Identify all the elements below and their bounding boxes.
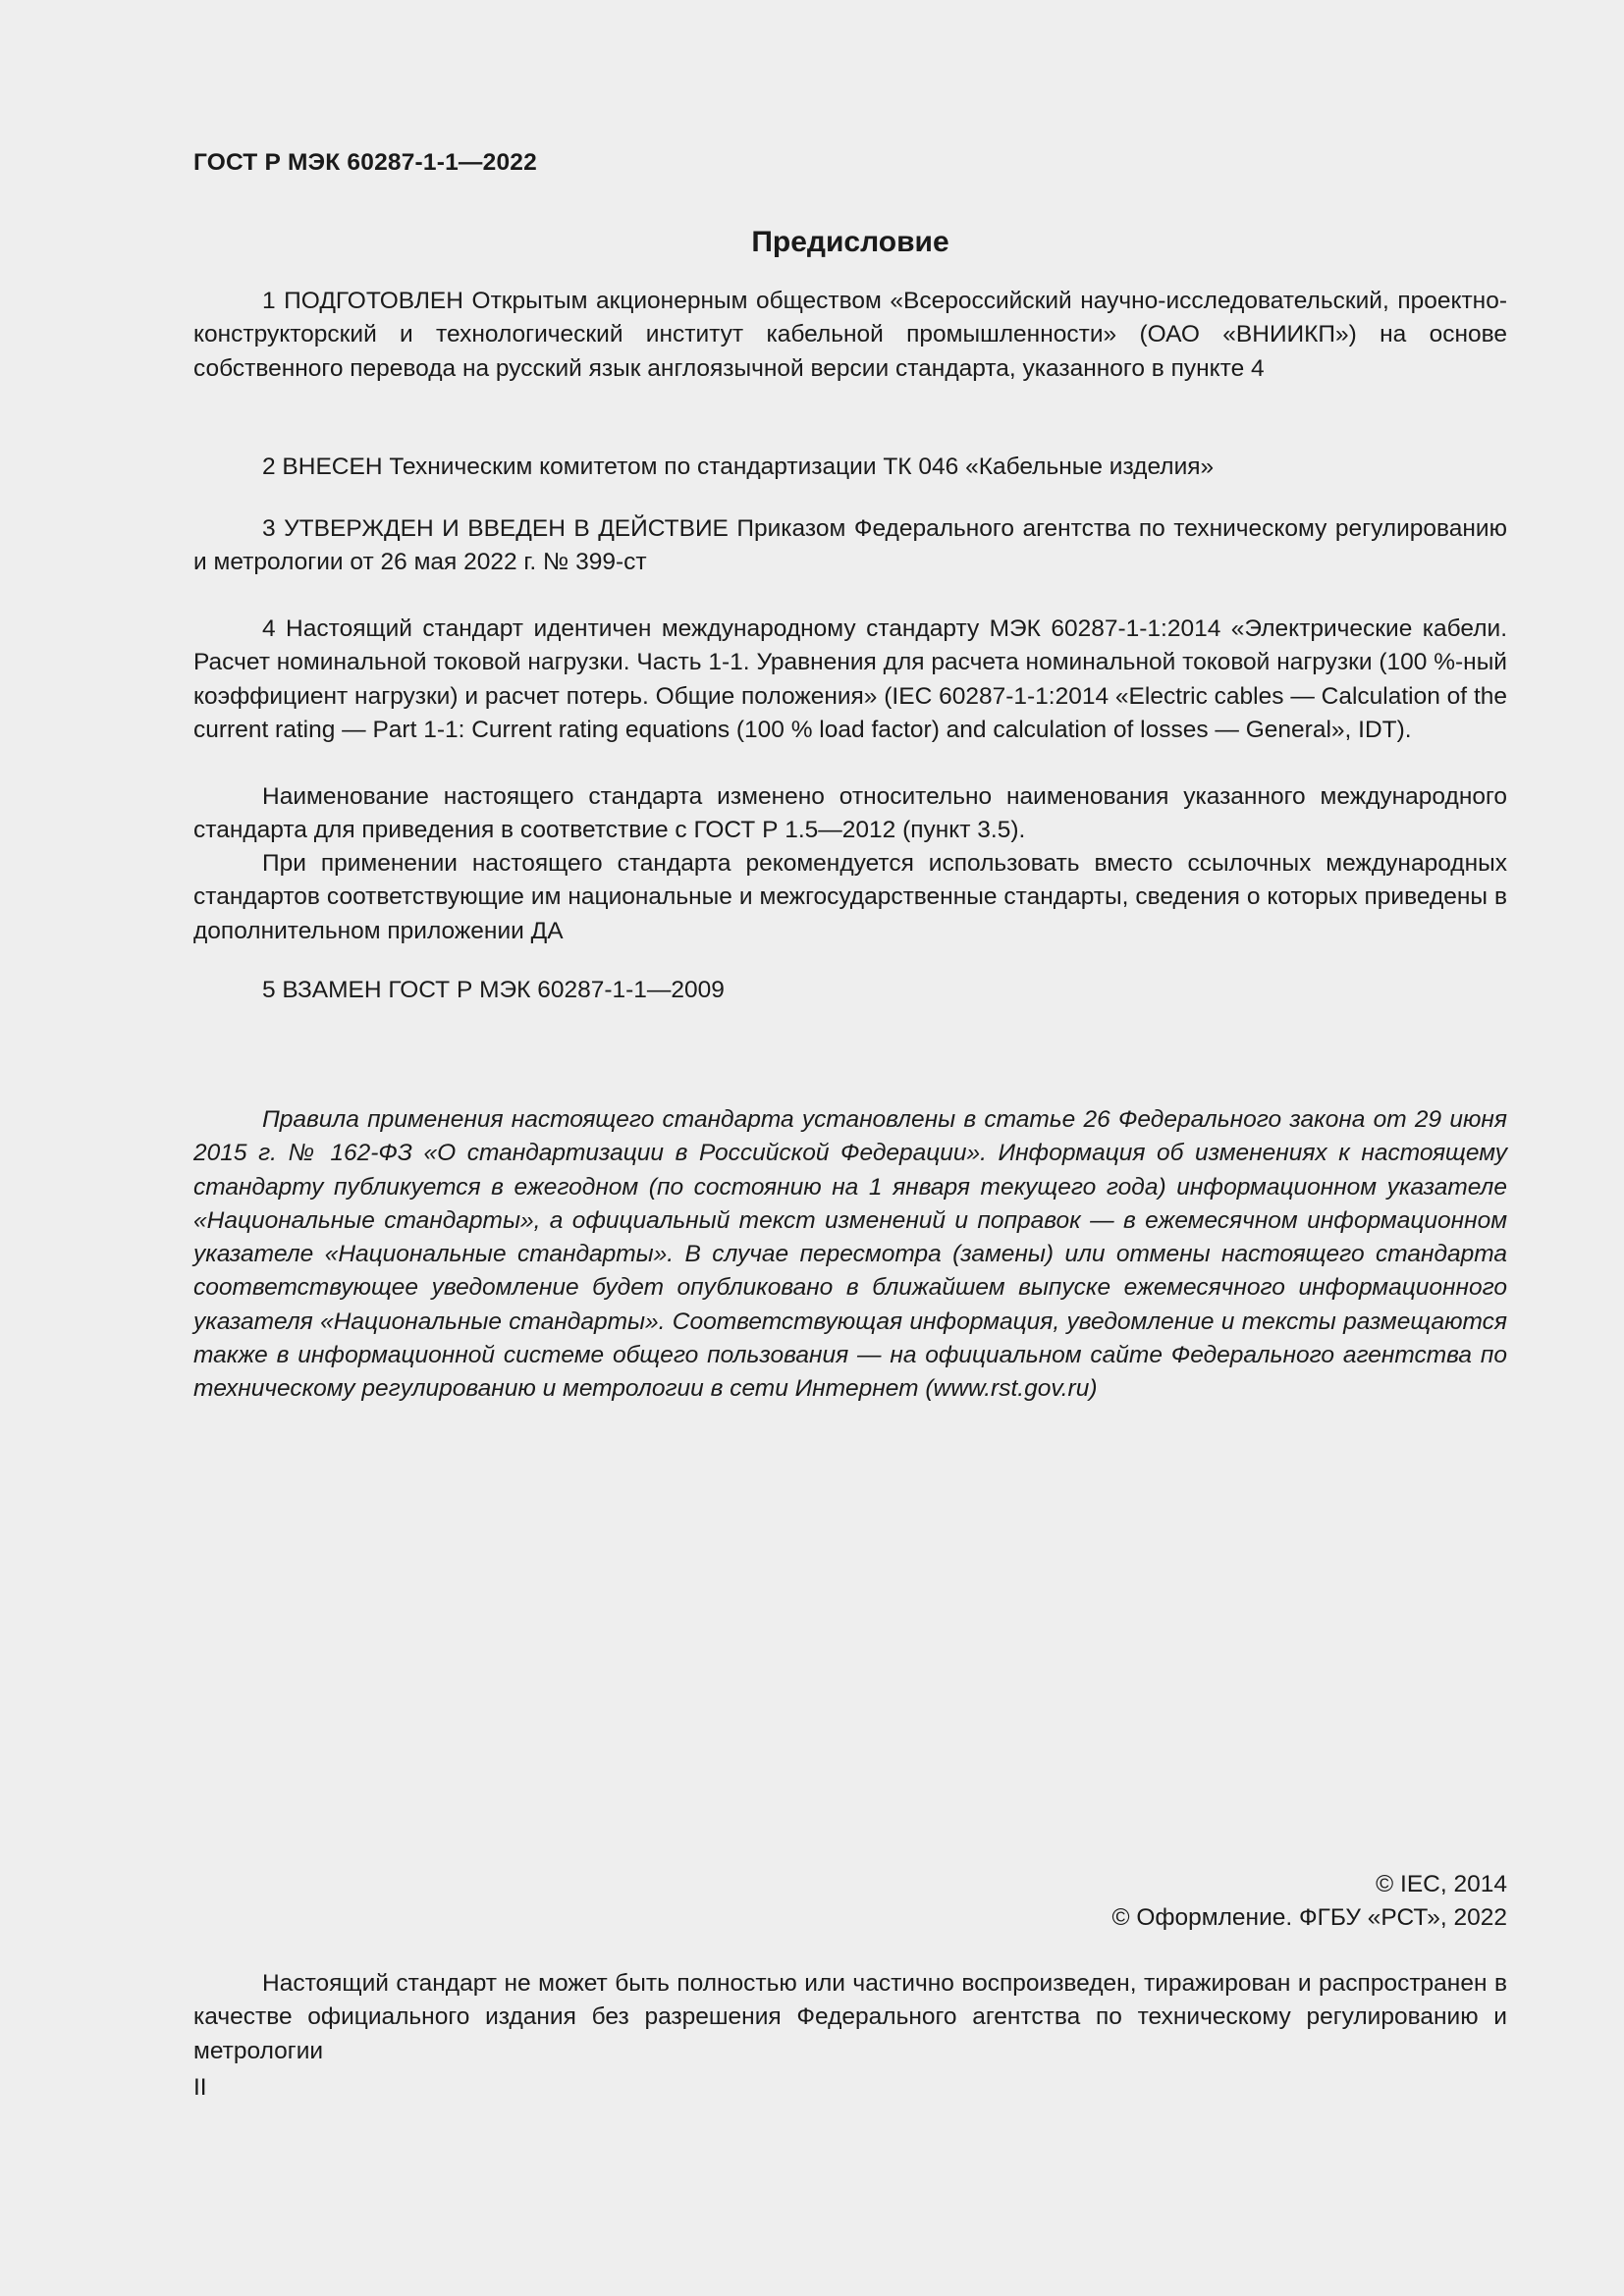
document-page (193, 0, 1507, 2296)
foreword-item-5: 5 ВЗАМЕН ГОСТ Р МЭК 60287-1-1—2009 (262, 977, 725, 1003)
copyright-rst: © Оформление. ФГБУ «РСТ», 2022 (1111, 1904, 1507, 1931)
page-title: Предисловие (751, 226, 949, 258)
foreword-item-1: 1 ПОДГОТОВЛЕН Открытым акционерным обществом «Всероссийский научно-исследовательский, проектно-конструкторский и технологический институт кабельной промышленности» (ОАО «ВНИИКП») на основе собственного перевода на русский язык англоязычной версии стандарта, указанного в пункте 4 (193, 288, 1507, 382)
foreword-item-2: 2 ВНЕСЕН Техническим комитетом по стандартизации ТК 046 «Кабельные изделия» (262, 454, 1215, 480)
foreword-item-4-references-note: При применении настоящего стандарта рекомендуется использовать вместо ссылочных международных стандартов соответствующие им национальные и межгосударственные стандарты, сведения о которых приведены в дополнительном приложении ДА (193, 850, 1507, 944)
foreword-item-4-name-note: Наименование настоящего стандарта изменено относительно наименования указанного международного стандарта для приведения в соответствие с ГОСТ Р 1.5—2012 (пункт 3.5). (193, 783, 1507, 844)
standard-code-header: ГОСТ Р МЭК 60287-1-1—2022 (193, 149, 537, 176)
foreword-item-4: 4 Настоящий стандарт идентичен международному стандарту МЭК 60287-1-1:2014 «Электрические кабели. Расчет номинальной токовой нагрузки. Часть 1-1. Уравнения для расчета номинальной токовой нагрузки (100 %-ный коэффициент нагрузки) и расчет потерь. Общие положения» (IEC 60287-1-1:2014 «Electric cables — Calculation of the current rating — Part 1-1: Current rating equations (100 % load factor) and calculation of losses — General», IDT). (193, 615, 1507, 743)
foreword-item-3: 3 УТВЕРЖДЕН И ВВЕДЕН В ДЕЙСТВИЕ Приказом Федерального агентства по техническому регулированию и метрологии от 26 мая 2022 г. № 399-ст (193, 515, 1507, 576)
page-number: II (193, 2074, 207, 2101)
rules-of-application-notice: Правила применения настоящего стандарта установлены в статье 26 Федерального закона от 29 июня 2015 г. № 162-ФЗ «О стандартизации в Российской Федерации». Информация об изменениях к настоящему стандарту публикуется в ежегодном (по состоянию на 1 января текущего года) информационном указателе «Национальные стандарты», а официальный текст изменений и поправок — в ежемесячном информационном указателе «Национальные стандарты». В случае пересмотра (замены) или отмены настоящего стандарта соответствующее уведомление будет опубликовано в ближайшем выпуске ежемесячного информационного указателя «Национальные стандарты». Соответствующая информация, уведомление и тексты размещаются также в информационной системе общего пользования — на официальном сайте Федерального агентства по техническому регулированию и метрологии в сети Интернет (www.rst.gov.ru) (193, 1106, 1507, 1403)
copyright-iec: © IEC, 2014 (1376, 1871, 1507, 1897)
reproduction-notice: Настоящий стандарт не может быть полностью или частично воспроизведен, тиражирован и распространен в качестве официального издания без разрешения Федерального агентства по техническому регулированию и метрологии (193, 1970, 1507, 2064)
